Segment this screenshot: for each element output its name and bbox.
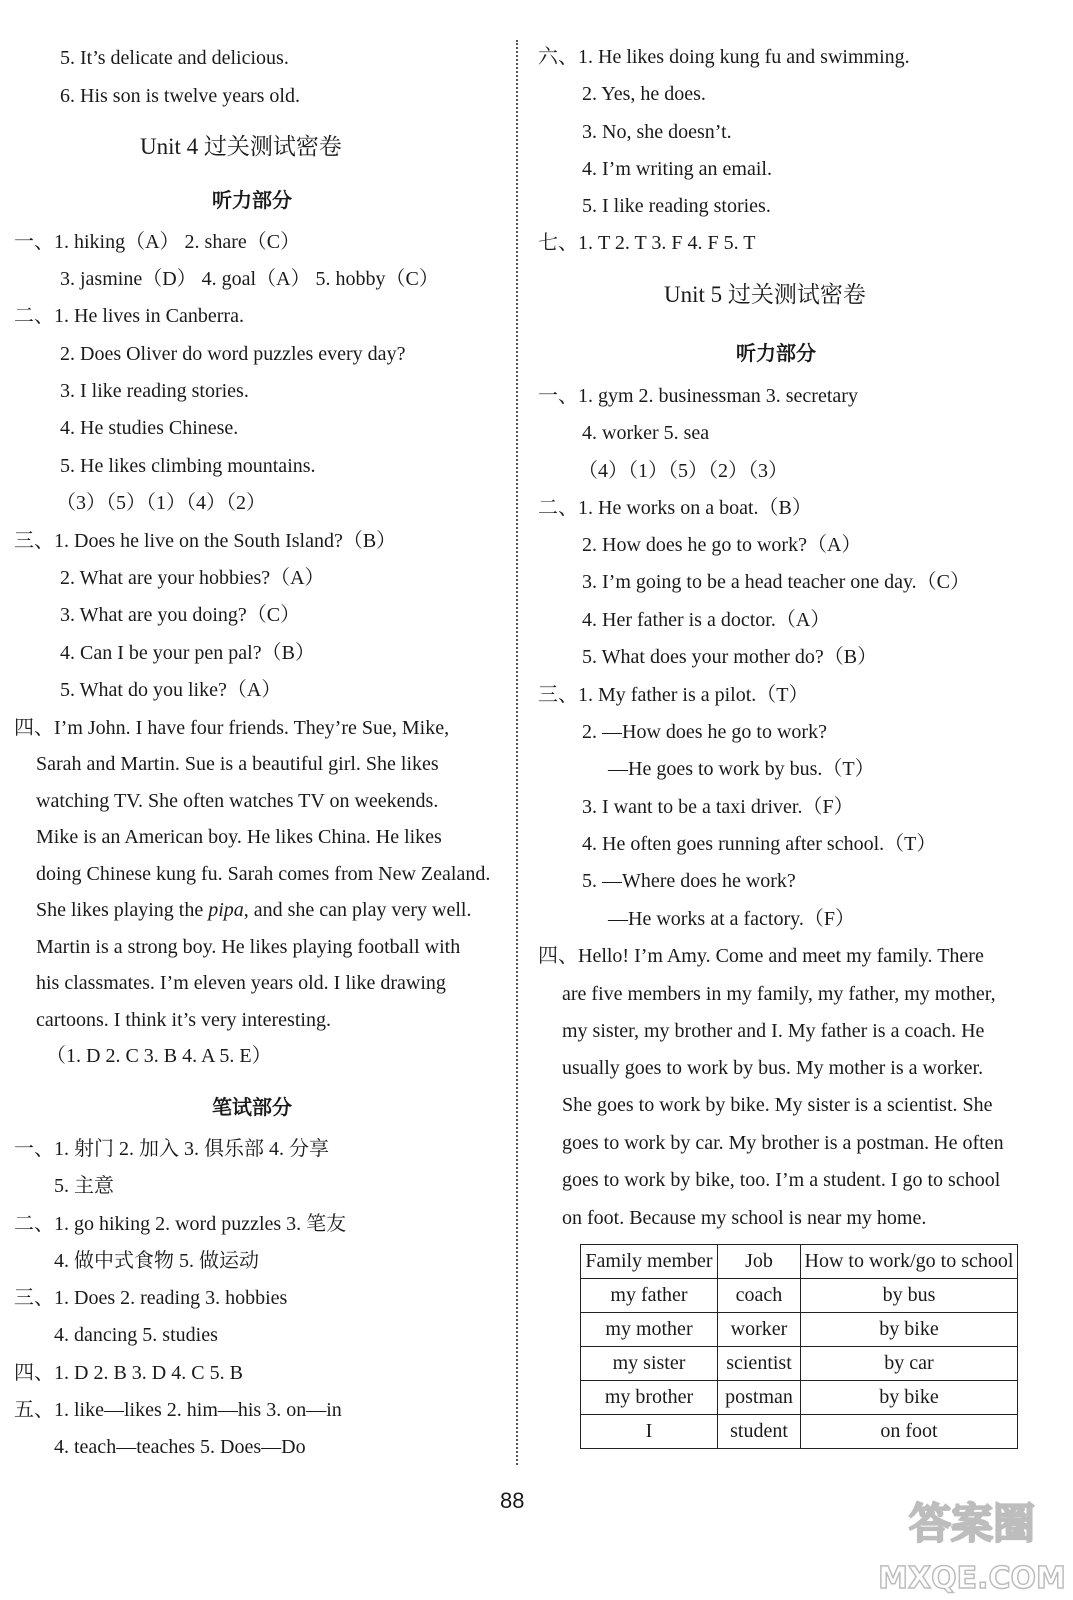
passage-line: goes to work by car. My brother is a postman. He often [562,1132,1004,1154]
answer-line: （4）（1）（5）（2）（3） [578,460,788,482]
passage-line: She likes playing the pipa, and she can play very well. [36,899,472,921]
answer-line: 4. Can I be your pen pal?（B） [60,642,315,664]
table-cell: my sister [581,1347,718,1381]
answer-line: 七、1. T 2. T 3. F 4. F 5. T [538,232,756,254]
answer-line: 5. What do you like?（A） [60,679,282,701]
answer-line: 2. Does Oliver do word puzzles every day? [60,343,406,365]
answer-line: 一、1. 射门 2. 加入 3. 俱乐部 4. 分享 [14,1138,329,1160]
watermark-logo [872,1480,1072,1600]
answer-line: —He goes to work by bus.（T） [608,758,875,780]
listening-heading: 听力部分 [736,341,816,365]
passage-line: 四、I’m John. I have four friends. They’re Sue, Mike, [14,717,450,739]
passage-line: usually goes to work by bus. My mother is a worker. [562,1057,984,1079]
table-cell: worker [718,1313,801,1347]
writing-heading: 笔试部分 [212,1095,292,1119]
answer-line: 二、1. He lives in Canberra. [14,305,244,327]
answer-line: 3. No, she doesn’t. [582,121,732,143]
table-cell: by bus [801,1279,1018,1313]
answer-line: 2. —How does he go to work? [582,721,827,743]
answer-line: 2. Yes, he does. [582,83,706,105]
answer-line: 5. He likes climbing mountains. [60,455,316,477]
table-cell: scientist [718,1347,801,1381]
table-header: Job [718,1245,801,1279]
page-number: 88 [500,1488,525,1513]
answer-line: 三、1. My father is a pilot.（T） [538,684,809,706]
passage-line: 四、Hello! I’m Amy. Come and meet my family. There [538,945,984,967]
answer-line: 4. Her father is a doctor.（A） [582,609,831,631]
answer-line: 3. I like reading stories. [60,380,249,402]
table-row [581,1347,1018,1381]
answer-line: 4. worker 5. sea [582,422,710,444]
answer-line: 四、1. D 2. B 3. D 4. C 5. B [14,1362,243,1384]
answer-line: 五、1. like—likes 2. him—his 3. on—in [14,1399,342,1421]
passage-line: my sister, my brother and I. My father is a coach. He [562,1020,985,1042]
table-row [581,1313,1018,1347]
table-row [581,1415,1018,1449]
answer-line: 4. He often goes running after school.（T） [582,833,937,855]
answer-line: 4. I’m writing an email. [582,158,772,180]
passage-line: his classmates. I’m eleven years old. I like drawing [36,972,446,994]
passage-line: Martin is a strong boy. He likes playing football with [36,936,461,958]
passage-line: Mike is an American boy. He likes China. He likes [36,826,442,848]
table-cell: my mother [581,1313,718,1347]
answer-line: 六、1. He likes doing kung fu and swimming. [538,46,910,68]
table-cell: by bike [801,1313,1018,1347]
answer-line: 5. What does your mother do?（B） [582,646,878,668]
answer-line: 3. I’m going to be a head teacher one day.（C） [582,571,971,593]
table-cell: on foot [801,1415,1018,1449]
watermark-text-top: 答案圈 [908,1499,1036,1548]
table-row [581,1381,1018,1415]
answer-line: 5. I like reading stories. [582,195,771,217]
table-header-row [581,1245,1018,1279]
answer-line: 5. —Where does he work? [582,870,796,892]
table-header: How to work/go to school [801,1245,1018,1279]
answer-line: 3. What are you doing?（C） [60,604,301,626]
answer-line: （3）（5）（1）（4）（2） [56,492,266,514]
answer-line: 4. 做中式食物 5. 做运动 [54,1250,259,1272]
passage-line: goes to work by bike, too. I’m a student. I go to school [562,1169,1001,1191]
passage-line: She goes to work by bike. My sister is a scientist. She [562,1094,993,1116]
table-row [581,1279,1018,1313]
answer-line: 三、1. Does 2. reading 3. hobbies [14,1287,288,1309]
answer-line: —He works at a factory.（F） [608,908,855,930]
answer-line: 三、1. Does he live on the South Island?（B） [14,530,397,552]
answer-line: 4. He studies Chinese. [60,417,239,439]
family-table [580,1244,1018,1449]
answer-line: 6. His son is twelve years old. [60,85,300,107]
table-header: Family member [581,1245,718,1279]
unit4-title: Unit 4 过关测试密卷 [140,134,342,159]
answer-line: 2. What are your hobbies?（A） [60,567,325,589]
unit5-title: Unit 5 过关测试密卷 [664,282,866,307]
answer-line: 3. I want to be a taxi driver.（F） [582,796,854,818]
table-cell: coach [718,1279,801,1313]
column-divider [516,40,518,1465]
answer-line: 二、1. go hiking 2. word puzzles 3. 笔友 [14,1213,347,1235]
passage-line: on foot. Because my school is near my home. [562,1207,927,1229]
table-cell: my brother [581,1381,718,1415]
answer-line: 5. It’s delicate and delicious. [60,47,289,69]
table-cell: I [581,1415,718,1449]
answer-line: 2. How does he go to work?（A） [582,534,862,556]
passage-line: cartoons. I think it’s very interesting. [36,1009,331,1031]
watermark-text-bottom: MXQE.COM [878,1561,1066,1596]
table-cell: postman [718,1381,801,1415]
answer-line: 一、1. gym 2. businessman 3. secretary [538,385,858,407]
passage-line: doing Chinese kung fu. Sarah comes from New Zealand. [36,863,491,885]
answer-line: 4. teach—teaches 5. Does—Do [54,1436,306,1458]
table-cell: by car [801,1347,1018,1381]
passage-line: watching TV. She often watches TV on weekends. [36,790,439,812]
passage-line: Sarah and Martin. Sue is a beautiful girl. She likes [36,753,439,775]
listening-heading: 听力部分 [212,188,292,212]
answer-line: 5. 主意 [54,1175,114,1197]
answer-line: 二、1. He works on a boat.（B） [538,497,812,519]
passage-line: are five members in my family, my father, my mother, [562,983,996,1005]
table-cell: by bike [801,1381,1018,1415]
table-cell: student [718,1415,801,1449]
answer-line: 一、1. hiking（A） 2. share（C） [14,231,301,253]
answer-line: 4. dancing 5. studies [54,1324,218,1346]
answer-line: 3. jasmine（D） 4. goal（A） 5. hobby（C） [60,268,439,290]
answer-line: （1. D 2. C 3. B 4. A 5. E） [46,1045,272,1067]
table-cell: my father [581,1279,718,1313]
